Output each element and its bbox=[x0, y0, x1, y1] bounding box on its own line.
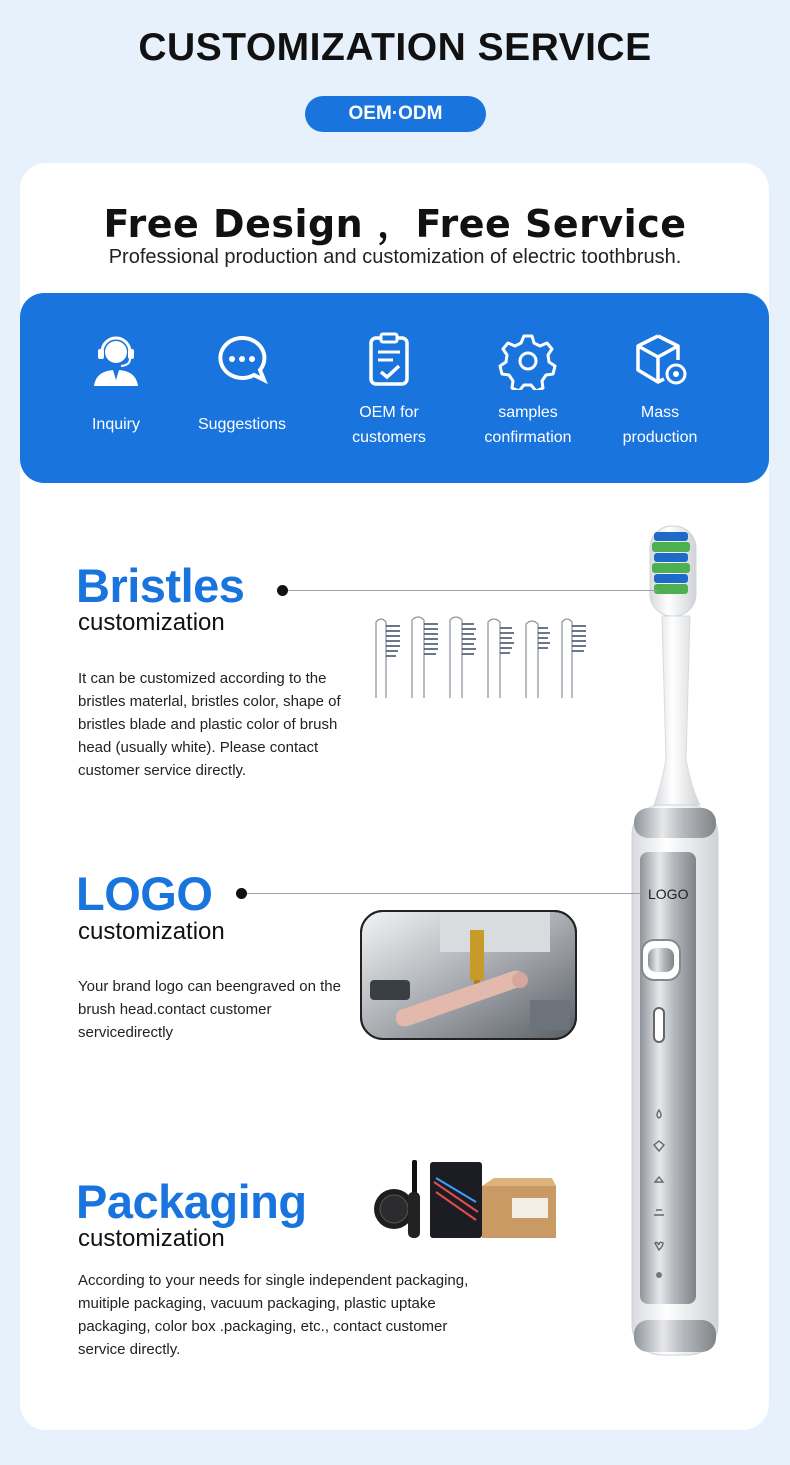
brush-heads-sketch bbox=[368, 612, 593, 702]
logo-description: Your brand logo can beengraved on the brush head.contact customer servicedirectly bbox=[78, 978, 341, 1041]
step-oem-for-customers bbox=[324, 330, 454, 450]
step-label: OEM for customers bbox=[352, 404, 426, 446]
step-label: samples confirmation bbox=[484, 404, 572, 446]
step-label: Mass production bbox=[622, 404, 698, 446]
step-samples-confirmation bbox=[463, 330, 593, 450]
toothbrush-logo-label: LOGO bbox=[648, 886, 689, 902]
step-label: Inquiry bbox=[91, 416, 141, 433]
step-inquiry bbox=[51, 330, 181, 437]
step-mass-production bbox=[595, 330, 725, 450]
packaging-subtitle: customization bbox=[78, 1225, 225, 1252]
bristles-pointer-dot bbox=[277, 585, 288, 596]
headset-agent-icon bbox=[86, 330, 146, 390]
logo-subtitle: customization bbox=[78, 918, 225, 945]
bristles-title: Bristles bbox=[76, 559, 245, 612]
box-gear-icon bbox=[630, 330, 690, 390]
bristles-pointer-line bbox=[288, 590, 658, 591]
packaging-title: Packaging bbox=[76, 1175, 307, 1228]
chat-bubble-icon bbox=[212, 330, 272, 390]
page-title: CUSTOMIZATION SERVICE bbox=[138, 26, 652, 69]
toothbrush-illustration bbox=[620, 520, 730, 1360]
logo-pointer-dot bbox=[236, 888, 247, 899]
gear-icon bbox=[498, 330, 558, 390]
free-design-title: Free Design ，Free Service bbox=[103, 202, 687, 246]
clipboard-check-icon bbox=[359, 330, 419, 390]
step-label: Suggestions bbox=[197, 416, 287, 433]
packaging-products-image bbox=[372, 1152, 562, 1244]
bristles-subtitle: customization bbox=[78, 609, 225, 636]
oem-odm-badge: OEM·ODM bbox=[305, 96, 486, 132]
step-suggestions bbox=[177, 330, 307, 437]
bristles-description: It can be customized according to the bristles materlal, bristles color, shape of bristles blade and plastic color of brush head (usually white). Please contact customer service directly. bbox=[78, 670, 341, 779]
logo-title: LOGO bbox=[76, 867, 213, 920]
logo-pointer-line bbox=[247, 893, 642, 894]
engraving-machine-photo bbox=[360, 910, 577, 1040]
free-design-subtitle: Professional production and customization of electric toothbrush. bbox=[108, 246, 682, 268]
packaging-description: According to your needs for single independent packaging, muitiple packaging, vacuum packaging, plastic uptake packaging, color box .packaging, etc., contact customer service directly. bbox=[78, 1272, 469, 1358]
